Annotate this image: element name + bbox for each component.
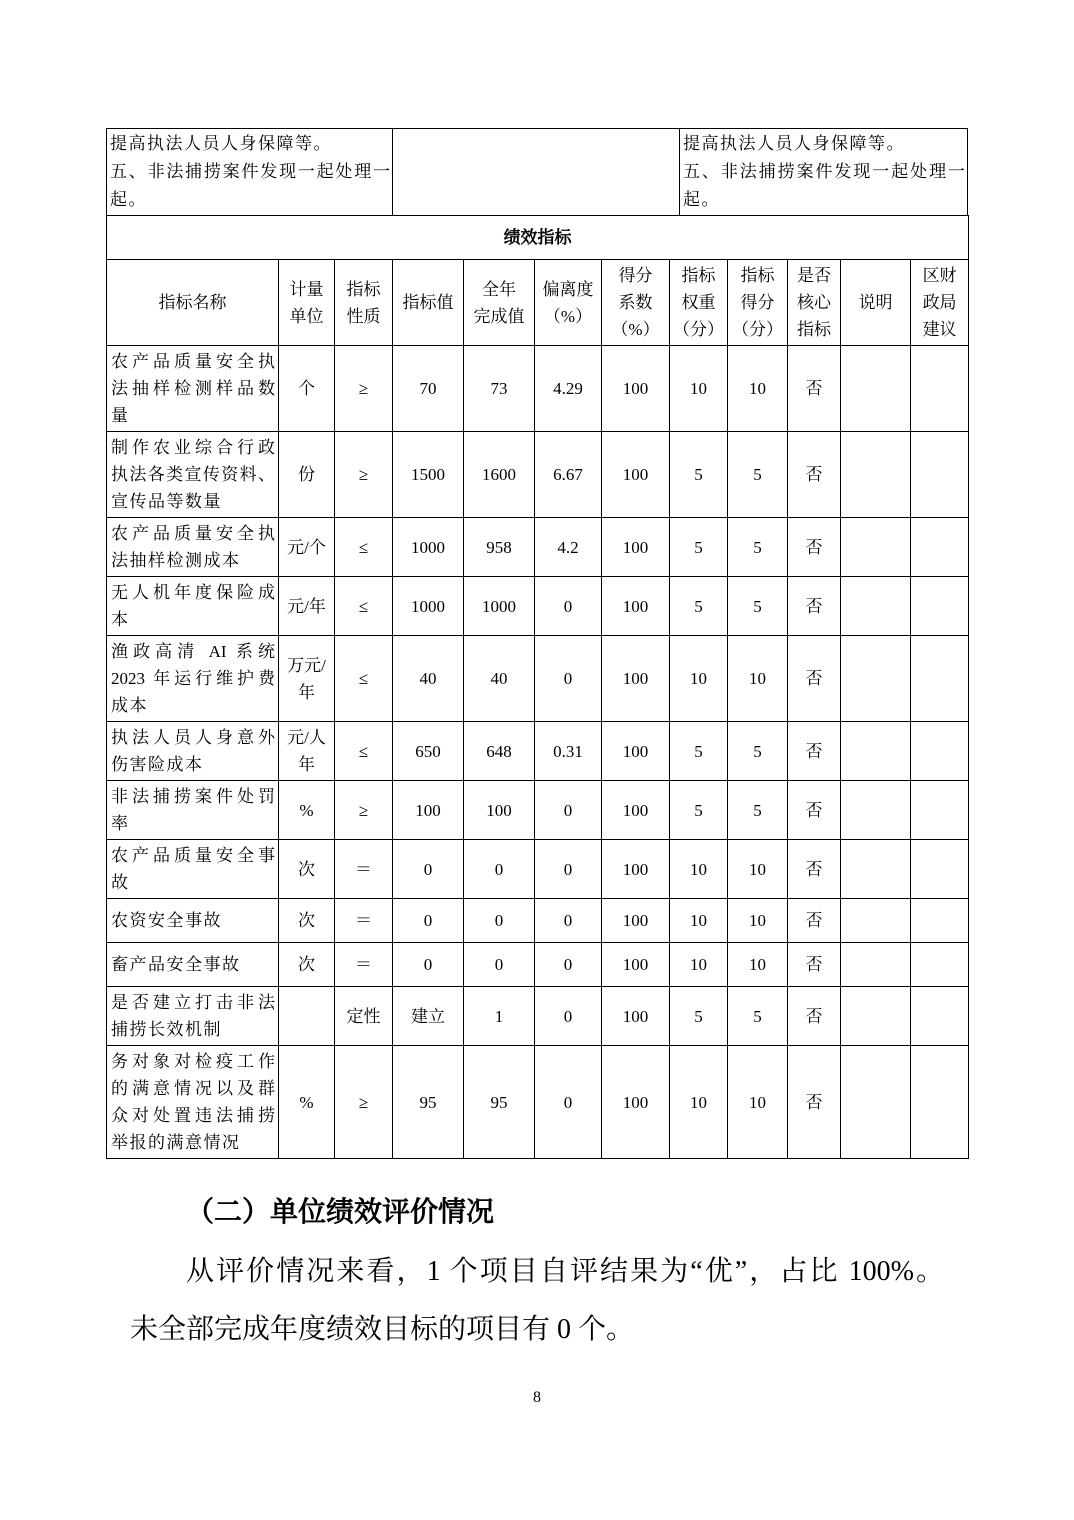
kpi-cell-name	[107, 577, 279, 636]
kpi-cell-name	[107, 781, 279, 840]
kpi-cell-core: 否	[788, 518, 841, 577]
kpi-cell-unit: 次	[279, 943, 335, 987]
kpi-cell-core: 否	[788, 722, 841, 781]
text-line: 故	[111, 873, 130, 892]
kpi-cell-nature: ≥	[335, 432, 393, 518]
kpi-header-actual: 全年 完成值	[464, 260, 535, 346]
kpi-cell-advice	[911, 518, 969, 577]
kpi-cell-target: 70	[393, 346, 464, 432]
kpi-cell-advice	[911, 943, 969, 987]
kpi-cell-target: 1000	[393, 577, 464, 636]
section-heading: （二）单位绩效评价情况	[186, 1197, 495, 1228]
kpi-table-body	[107, 216, 969, 1159]
paragraph-line: 从评价情况来看，1 个项目自评结果为“优”，占比 100%。	[186, 1256, 944, 1287]
kpi-header-core: 是否 核心 指标	[788, 260, 841, 346]
kpi-cell-core: 否	[788, 577, 841, 636]
kpi-cell-unit: 次	[279, 899, 335, 943]
kpi-header-note: 说明	[841, 260, 911, 346]
kpi-row	[107, 346, 969, 432]
kpi-cell-name	[107, 432, 279, 518]
kpi-cell-actual: 100	[464, 781, 535, 840]
kpi-cell-nature: ≤	[335, 577, 393, 636]
kpi-cell-nature: ＝	[335, 840, 393, 899]
kpi-cell-core: 否	[788, 636, 841, 722]
kpi-cell-unit: 元/人 年	[279, 722, 335, 781]
text-line: 务对象对检疫工作	[111, 1052, 275, 1071]
kpi-cell-deviation: 0	[535, 943, 602, 987]
kpi-cell-note	[841, 781, 911, 840]
kpi-cell-core: 否	[788, 1046, 841, 1159]
kpi-cell-unit	[279, 987, 335, 1046]
kpi-cell-nature: 定性	[335, 987, 393, 1046]
kpi-cell-target: 95	[393, 1046, 464, 1159]
kpi-row	[107, 987, 969, 1046]
kpi-row	[107, 577, 969, 636]
text-line: 制作农业综合行政	[111, 438, 275, 457]
kpi-cell-unit: 元/年	[279, 577, 335, 636]
kpi-header-target: 指标值	[393, 260, 464, 346]
kpi-header-deviation: 偏离度 （%）	[535, 260, 602, 346]
kpi-cell-actual: 0	[464, 840, 535, 899]
kpi-cell-actual: 958	[464, 518, 535, 577]
kpi-cell-score: 5	[728, 432, 788, 518]
kpi-cell-advice	[911, 899, 969, 943]
kpi-row	[107, 518, 969, 577]
kpi-cell-core: 否	[788, 840, 841, 899]
kpi-cell-weight: 10	[670, 943, 728, 987]
kpi-cell-name	[107, 943, 279, 987]
kpi-cell-weight: 5	[670, 987, 728, 1046]
kpi-header-nature: 指标 性质	[335, 260, 393, 346]
kpi-cell-core: 否	[788, 781, 841, 840]
kpi-section-title: 绩效指标	[107, 216, 969, 260]
text-line: 五、非法捕捞案件发现一起处理一	[683, 162, 965, 181]
kpi-cell-coef: 100	[602, 346, 670, 432]
kpi-cell-actual: 648	[464, 722, 535, 781]
kpi-cell-coef: 100	[602, 943, 670, 987]
kpi-cell-coef: 100	[602, 636, 670, 722]
kpi-cell-coef: 100	[602, 987, 670, 1046]
kpi-cell-score: 5	[728, 577, 788, 636]
text-line: 非法捕捞案件处罚	[111, 787, 275, 806]
kpi-header-coef: 得分 系数 （%）	[602, 260, 670, 346]
kpi-cell-weight: 10	[670, 840, 728, 899]
kpi-cell-name	[107, 518, 279, 577]
kpi-cell-actual: 40	[464, 636, 535, 722]
kpi-cell-note	[841, 722, 911, 781]
kpi-cell-score: 5	[728, 987, 788, 1046]
kpi-row	[107, 840, 969, 899]
kpi-cell-name	[107, 840, 279, 899]
kpi-cell-unit: 元/个	[279, 518, 335, 577]
kpi-cell-weight: 5	[670, 432, 728, 518]
kpi-header-weight: 指标 权重 （分）	[670, 260, 728, 346]
kpi-cell-score: 5	[728, 518, 788, 577]
kpi-cell-advice	[911, 987, 969, 1046]
kpi-cell-deviation: 0.31	[535, 722, 602, 781]
kpi-cell-deviation: 4.2	[535, 518, 602, 577]
kpi-cell-actual: 1	[464, 987, 535, 1046]
kpi-cell-actual: 73	[464, 346, 535, 432]
kpi-cell-core: 否	[788, 899, 841, 943]
text-line: 渔政高清 AI 系统	[111, 642, 275, 661]
text-line: 本	[111, 610, 130, 629]
kpi-cell-weight: 5	[670, 518, 728, 577]
kpi-header-score: 指标 得分 （分）	[728, 260, 788, 346]
kpi-cell-coef: 100	[602, 899, 670, 943]
kpi-cell-name	[107, 346, 279, 432]
kpi-cell-note	[841, 840, 911, 899]
text-line: 法抽样检测成本	[111, 551, 241, 570]
kpi-title-row	[107, 216, 969, 260]
kpi-cell-coef: 100	[602, 840, 670, 899]
kpi-cell-note	[841, 899, 911, 943]
kpi-cell-target: 40	[393, 636, 464, 722]
text-line: 农产品质量安全事	[111, 846, 275, 865]
continuation-cell-middle	[393, 129, 680, 215]
kpi-header-row	[107, 260, 969, 346]
text-line: 的满意情况以及群	[111, 1079, 275, 1098]
kpi-cell-actual: 1600	[464, 432, 535, 518]
kpi-cell-nature: ≤	[335, 722, 393, 781]
kpi-cell-core: 否	[788, 432, 841, 518]
text-line: 起。	[110, 190, 147, 209]
kpi-cell-note	[841, 987, 911, 1046]
text-line: 伤害险成本	[111, 755, 204, 774]
kpi-row	[107, 432, 969, 518]
page-number: 8	[533, 1389, 541, 1406]
kpi-cell-unit: 次	[279, 840, 335, 899]
kpi-cell-deviation: 4.29	[535, 346, 602, 432]
continuation-cell-right	[680, 129, 967, 215]
kpi-cell-weight: 10	[670, 899, 728, 943]
kpi-cell-advice	[911, 636, 969, 722]
kpi-cell-weight: 5	[670, 722, 728, 781]
text-line: 农资安全事故	[111, 911, 222, 930]
kpi-cell-score: 10	[728, 840, 788, 899]
text-line: 众对处置违法捕捞	[111, 1106, 275, 1125]
kpi-cell-unit: 万元/ 年	[279, 636, 335, 722]
text-line: 提高执法人员人身保障等。	[110, 134, 332, 153]
kpi-cell-score: 10	[728, 943, 788, 987]
kpi-cell-weight: 10	[670, 636, 728, 722]
kpi-cell-actual: 1000	[464, 577, 535, 636]
kpi-header-name: 指标名称	[107, 260, 279, 346]
kpi-cell-deviation: 0	[535, 840, 602, 899]
kpi-row	[107, 722, 969, 781]
kpi-cell-weight: 10	[670, 346, 728, 432]
kpi-cell-deviation: 6.67	[535, 432, 602, 518]
kpi-cell-target: 0	[393, 840, 464, 899]
kpi-cell-advice	[911, 840, 969, 899]
text-line: 执法人员人身意外	[111, 728, 275, 747]
kpi-cell-nature: ≤	[335, 518, 393, 577]
kpi-row	[107, 636, 969, 722]
kpi-cell-score: 10	[728, 346, 788, 432]
text-line: 提高执法人员人身保障等。	[683, 134, 905, 153]
kpi-cell-deviation: 0	[535, 899, 602, 943]
kpi-cell-target: 建立	[393, 987, 464, 1046]
text-line: 成本	[111, 696, 148, 715]
body-paragraph	[130, 1243, 944, 1359]
kpi-cell-core: 否	[788, 346, 841, 432]
kpi-cell-note	[841, 1046, 911, 1159]
kpi-cell-core: 否	[788, 943, 841, 987]
kpi-cell-unit: 份	[279, 432, 335, 518]
kpi-cell-advice	[911, 781, 969, 840]
text-line: 举报的满意情况	[111, 1133, 241, 1152]
kpi-table	[106, 215, 969, 1159]
kpi-cell-deviation: 0	[535, 987, 602, 1046]
kpi-cell-coef: 100	[602, 722, 670, 781]
kpi-header-advice: 区财 政局 建议	[911, 260, 969, 346]
kpi-cell-weight: 5	[670, 577, 728, 636]
kpi-cell-coef: 100	[602, 781, 670, 840]
kpi-cell-nature: ≥	[335, 1046, 393, 1159]
kpi-cell-note	[841, 518, 911, 577]
text-line: 量	[111, 406, 130, 425]
kpi-cell-note	[841, 577, 911, 636]
kpi-cell-note	[841, 432, 911, 518]
kpi-cell-name	[107, 636, 279, 722]
kpi-row	[107, 899, 969, 943]
kpi-cell-target: 1000	[393, 518, 464, 577]
text-line: 率	[111, 814, 130, 833]
kpi-cell-unit: %	[279, 781, 335, 840]
kpi-cell-advice	[911, 346, 969, 432]
kpi-cell-name	[107, 987, 279, 1046]
kpi-cell-unit: %	[279, 1046, 335, 1159]
kpi-cell-coef: 100	[602, 577, 670, 636]
kpi-cell-coef: 100	[602, 518, 670, 577]
kpi-row	[107, 1046, 969, 1159]
kpi-cell-note	[841, 346, 911, 432]
kpi-cell-target: 0	[393, 943, 464, 987]
kpi-cell-name	[107, 722, 279, 781]
kpi-cell-nature: ≤	[335, 636, 393, 722]
kpi-cell-weight: 5	[670, 781, 728, 840]
kpi-cell-advice	[911, 722, 969, 781]
kpi-cell-score: 10	[728, 636, 788, 722]
kpi-cell-coef: 100	[602, 432, 670, 518]
kpi-cell-target: 0	[393, 899, 464, 943]
kpi-cell-score: 10	[728, 1046, 788, 1159]
kpi-cell-deviation: 0	[535, 577, 602, 636]
kpi-row	[107, 943, 969, 987]
kpi-cell-deviation: 0	[535, 781, 602, 840]
kpi-cell-score: 5	[728, 781, 788, 840]
kpi-cell-name	[107, 899, 279, 943]
kpi-cell-target: 100	[393, 781, 464, 840]
kpi-cell-core: 否	[788, 987, 841, 1046]
kpi-row	[107, 781, 969, 840]
kpi-cell-unit: 个	[279, 346, 335, 432]
kpi-cell-nature: ≥	[335, 781, 393, 840]
kpi-cell-actual: 0	[464, 899, 535, 943]
kpi-cell-note	[841, 636, 911, 722]
kpi-cell-actual: 95	[464, 1046, 535, 1159]
kpi-cell-target: 1500	[393, 432, 464, 518]
kpi-cell-target: 650	[393, 722, 464, 781]
kpi-cell-name	[107, 1046, 279, 1159]
kpi-cell-advice	[911, 432, 969, 518]
text-line: 宣传品等数量	[111, 492, 222, 511]
kpi-cell-weight: 10	[670, 1046, 728, 1159]
kpi-header-unit: 计量 单位	[279, 260, 335, 346]
kpi-cell-actual: 0	[464, 943, 535, 987]
continuation-block	[106, 128, 968, 215]
kpi-cell-advice	[911, 577, 969, 636]
text-line: 起。	[683, 190, 720, 209]
kpi-cell-deviation: 0	[535, 636, 602, 722]
kpi-cell-note	[841, 943, 911, 987]
text-line: 法抽样检测样品数	[111, 379, 275, 398]
text-line: 农产品质量安全执	[111, 352, 275, 371]
kpi-cell-nature: ＝	[335, 943, 393, 987]
continuation-cell-left	[107, 129, 393, 215]
kpi-cell-coef: 100	[602, 1046, 670, 1159]
text-line: 捕捞长效机制	[111, 1020, 222, 1039]
text-line: 执法各类宣传资料、	[111, 465, 275, 484]
text-line: 农产品质量安全执	[111, 524, 275, 543]
kpi-cell-nature: ＝	[335, 899, 393, 943]
kpi-cell-nature: ≥	[335, 346, 393, 432]
kpi-cell-advice	[911, 1046, 969, 1159]
paragraph-line: 未全部完成年度绩效目标的项目有 0 个。	[130, 1314, 635, 1345]
text-line: 五、非法捕捞案件发现一起处理一	[110, 162, 390, 181]
text-line: 无人机年度保险成	[111, 583, 275, 602]
text-line: 2023 年运行维护费	[111, 669, 275, 688]
kpi-cell-score: 10	[728, 899, 788, 943]
kpi-cell-deviation: 0	[535, 1046, 602, 1159]
kpi-cell-score: 5	[728, 722, 788, 781]
text-line: 是否建立打击非法	[111, 993, 275, 1012]
text-line: 畜产品安全事故	[111, 955, 241, 974]
